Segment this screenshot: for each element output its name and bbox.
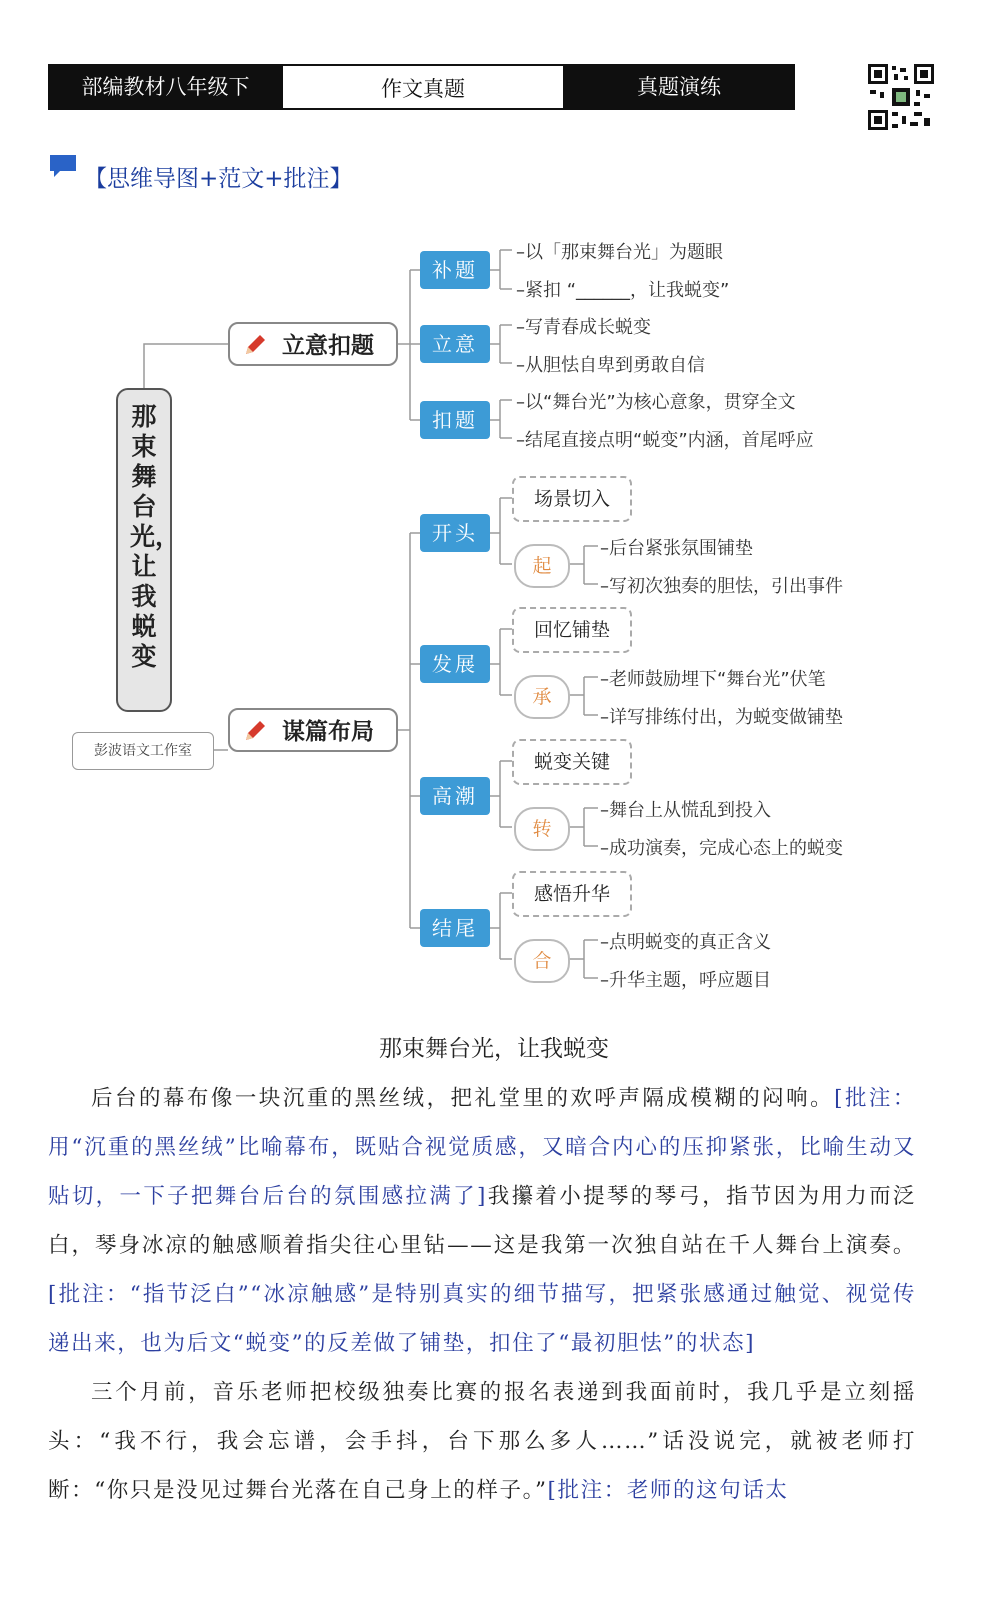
branch-theme-label: 立意扣题 [282, 333, 374, 359]
node-development[interactable]: 发展 [420, 645, 490, 683]
circle-qi[interactable]: 起 [514, 544, 570, 588]
circle-he[interactable]: 合 [514, 939, 570, 983]
annotation: [批注：“指节泛白”“冰凉触感”是特别真实的细节描写，把紧张感通过触觉、视觉传递出来，也为后文“蜕变”的反差做了铺垫，扣住了“最初胆怯”的状态] [48, 1282, 916, 1356]
studio-label: 彭波语文工作室 [72, 732, 214, 770]
tab-topic[interactable]: 作文真题 [283, 64, 563, 110]
leaf-item: –舞台上从慌乱到投入 [600, 800, 771, 821]
leaf-item: –以「那束舞台光」为题眼 [516, 242, 723, 263]
leaf-item: –结尾直接点明“蜕变”内涵，首尾呼应 [516, 430, 814, 451]
leaf-item: –升华主题，呼应题目 [600, 970, 771, 991]
box-scene-entry[interactable]: 场景切入 [512, 476, 632, 522]
tab-grade[interactable]: 部编教材八年级下 [48, 64, 283, 110]
essay-title: 那束舞台光，让我蜕变 [379, 1036, 609, 1062]
essay-paragraph [48, 1074, 916, 1368]
circle-cheng[interactable]: 承 [514, 675, 570, 719]
leaf-item: –紧扣 “______，让我蜕变” [516, 280, 730, 301]
essay-text: 后台的幕布像一块沉重的黑丝绒，把礼堂里的欢呼声隔成模糊的闷响。 [91, 1086, 835, 1111]
essay-body [48, 1074, 916, 1515]
pencil-icon [242, 332, 268, 358]
node-intent[interactable]: 立意 [420, 325, 490, 363]
mindmap-root-text: 那束舞台光，让我蜕变 [130, 402, 181, 671]
section-title: 【思维导图+范文+批注】 [84, 166, 353, 192]
leaf-item: –从胆怯自卑到勇敢自信 [516, 355, 705, 376]
node-ending[interactable]: 结尾 [420, 909, 490, 947]
annotation: [批注：用“沉重的黑丝绒”比喻幕布，既贴合视觉质感，又暗合内心的压抑紧张，比喻生动又贴切，一下子把舞台后台的氛围感拉满了] [48, 1086, 916, 1209]
leaf-item: –成功演奏，完成心态上的蜕变 [600, 838, 843, 859]
leaf-item: –详写排练付出，为蜕变做铺垫 [600, 707, 843, 728]
essay-text: 三个月前，音乐老师把校级独奏比赛的报名表递到我面前时，我几乎是立刻摇头：“我不行，我会忘谱，会手抖，台下那么多人……”话没说完，就被老师打断：“你只是没见过舞台光落在自己身上的样子。” [48, 1380, 916, 1503]
leaf-item: –点明蜕变的真正含义 [600, 932, 771, 953]
pencil-icon [242, 718, 268, 744]
annotation: [批注：老师的这句话太 [547, 1478, 789, 1503]
mindmap-root [116, 388, 181, 712]
essay-paragraph [48, 1368, 916, 1515]
circle-zhuan[interactable]: 转 [514, 807, 570, 851]
leaf-item: –以“舞台光”为核心意象，贯穿全文 [516, 392, 796, 413]
node-opening[interactable]: 开头 [420, 514, 490, 552]
branch-structure[interactable] [228, 708, 398, 752]
leaf-item: –老师鼓励埋下“舞台光”伏笔 [600, 669, 826, 690]
tab-practice[interactable]: 真题演练 [563, 64, 795, 110]
essay-text: 我攥着小提琴的琴弓，指节因为用力而泛白，琴身冰凉的触感顺着指尖往心里钻——这是我第一次独自站在千人舞台上演奏。 [48, 1184, 916, 1258]
node-on-topic[interactable]: 扣题 [420, 401, 490, 439]
box-recall[interactable]: 回忆铺垫 [512, 607, 632, 653]
node-climax[interactable]: 高潮 [420, 777, 490, 815]
leaf-item: –写初次独奏的胆怯，引出事件 [600, 576, 843, 597]
node-fill-title[interactable]: 补题 [420, 251, 490, 289]
box-turning-point[interactable]: 蜕变关键 [512, 739, 632, 785]
leaf-item: –写青春成长蜕变 [516, 317, 651, 338]
branch-structure-label: 谋篇布局 [282, 719, 374, 745]
branch-theme[interactable] [228, 322, 398, 366]
box-insight[interactable]: 感悟升华 [512, 871, 632, 917]
leaf-item: –后台紧张氛围铺垫 [600, 538, 753, 559]
